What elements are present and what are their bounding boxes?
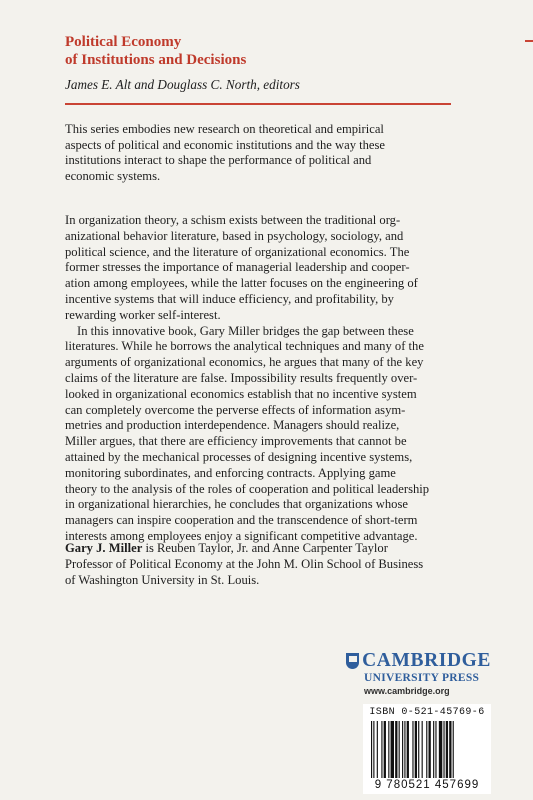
- text-line: metries and production interdependence. Managers should realize,: [65, 418, 400, 433]
- barcode-bar: [391, 721, 394, 778]
- barcode-bar: [407, 721, 409, 778]
- text-line: attained by the mechanical processes of designing incentive systems,: [65, 449, 413, 464]
- barcode-bar: [418, 721, 419, 778]
- book-blurb: [65, 213, 495, 545]
- shield-icon: [346, 653, 359, 669]
- barcode: [363, 704, 491, 794]
- author-name: Gary J. Miller: [65, 541, 143, 555]
- text-line: former stresses the importance of managerial leadership and cooper-: [65, 260, 410, 275]
- divider-rule: [65, 103, 451, 105]
- text-line: in organizational hierarchies, he concludes that organizations whose: [65, 497, 408, 512]
- author-bio: [65, 541, 495, 588]
- text-line: In organization theory, a schism exists between the traditional org-: [65, 213, 401, 227]
- text-line: literatures. While he borrows the analytical techniques and many of the: [65, 339, 424, 354]
- barcode-bar: [371, 721, 372, 778]
- barcode-bar: [429, 721, 431, 778]
- barcode-bar: [404, 721, 405, 778]
- text-line: of Washington University in St. Louis.: [65, 572, 260, 587]
- text-line: rewarding worker self-interest.: [65, 307, 221, 322]
- barcode-bar: [388, 721, 389, 778]
- barcode-bar: [446, 721, 448, 778]
- barcode-bar: [422, 721, 423, 778]
- text-line: managers can inspire cooperation and the transcendence of short-term: [65, 513, 418, 528]
- barcode-bar: [435, 721, 436, 778]
- barcode-bar: [426, 721, 427, 778]
- barcode-bar: [453, 721, 454, 778]
- text-line: Miller argues, that there are efficiency improvements that cannot be: [65, 434, 407, 449]
- barcode-bar: [433, 721, 434, 778]
- edge-mark: [525, 40, 533, 42]
- barcode-bar: [412, 721, 413, 778]
- barcode-bar: [381, 721, 382, 778]
- barcode-number: 9 780521 457699: [374, 779, 480, 791]
- publisher-name-row: [346, 651, 491, 671]
- series-title-line: of Institutions and Decisions: [65, 52, 247, 68]
- text-line: political science, and the literature of organizational economics. The: [65, 244, 410, 259]
- text-line: interests among employees enjoy a significant competitive advantage.: [65, 528, 418, 543]
- barcode-bars: [371, 721, 487, 778]
- text-line: monitoring subordinates, and enforcing contracts. Applying game: [65, 465, 396, 480]
- text-line: anizational behavior literature, based in psychology, sociology, and: [65, 228, 404, 243]
- text-line: economic systems.: [65, 168, 161, 183]
- blurb-paragraph-1: [65, 213, 495, 324]
- text-line: institutions interact to shape the performance of political and: [65, 153, 372, 167]
- text-line: claims of the literature are false. Impossibility results frequently over-: [65, 370, 418, 385]
- barcode-bar: [439, 721, 442, 778]
- publisher-logo: [346, 651, 491, 697]
- text-line: aspects of political and economic institutions and the way these: [65, 137, 386, 152]
- text-line: theory to the analysis of the roles of cooperation and political leadership: [65, 481, 430, 496]
- text-line: [65, 541, 495, 557]
- barcode-bar: [402, 721, 403, 778]
- barcode-bar: [415, 721, 417, 778]
- blurb-paragraph-2: [65, 324, 495, 545]
- publisher-website: www.cambridge.org: [364, 686, 450, 696]
- barcode-bar: [443, 721, 444, 778]
- barcode-bar: [395, 721, 397, 778]
- barcode-bar: [373, 721, 374, 778]
- series-editors: James E. Alt and Douglass C. North, editors: [65, 77, 300, 92]
- barcode-bar: [384, 721, 386, 778]
- text-line: This series embodies new research on theoretical and empirical: [65, 122, 384, 136]
- text-line: can completely overcome the perverse effects of information asym-: [65, 402, 406, 417]
- isbn-label: ISBN 0-521-45769-6: [369, 707, 485, 718]
- text-line: looked in organizational economics establish that no incentive system: [65, 386, 417, 401]
- barcode-bar: [377, 721, 378, 778]
- publisher-subtitle: UNIVERSITY PRESS: [364, 672, 480, 684]
- text-line: incentive systems that will induce efficiency, and profitability, by: [65, 291, 394, 306]
- bio-text: is Reuben Taylor, Jr. and Anne Carpenter Taylor: [142, 541, 388, 555]
- series-title-line: Political Economy: [65, 34, 182, 50]
- barcode-bar: [399, 721, 400, 778]
- publisher-name: CAMBRIDGE: [362, 650, 491, 671]
- text-line: Professor of Political Economy at the John M. Olin School of Business: [65, 556, 424, 571]
- text-line: arguments of organizational economics, he argues that many of the key: [65, 355, 424, 370]
- text-line: In this innovative book, Gary Miller bridges the gap between these: [77, 323, 414, 338]
- series-title: [65, 33, 425, 69]
- barcode-bar: [449, 721, 451, 778]
- text-line: ation among employees, while the latter focuses on the engineering of: [65, 276, 418, 291]
- series-description: [65, 122, 485, 184]
